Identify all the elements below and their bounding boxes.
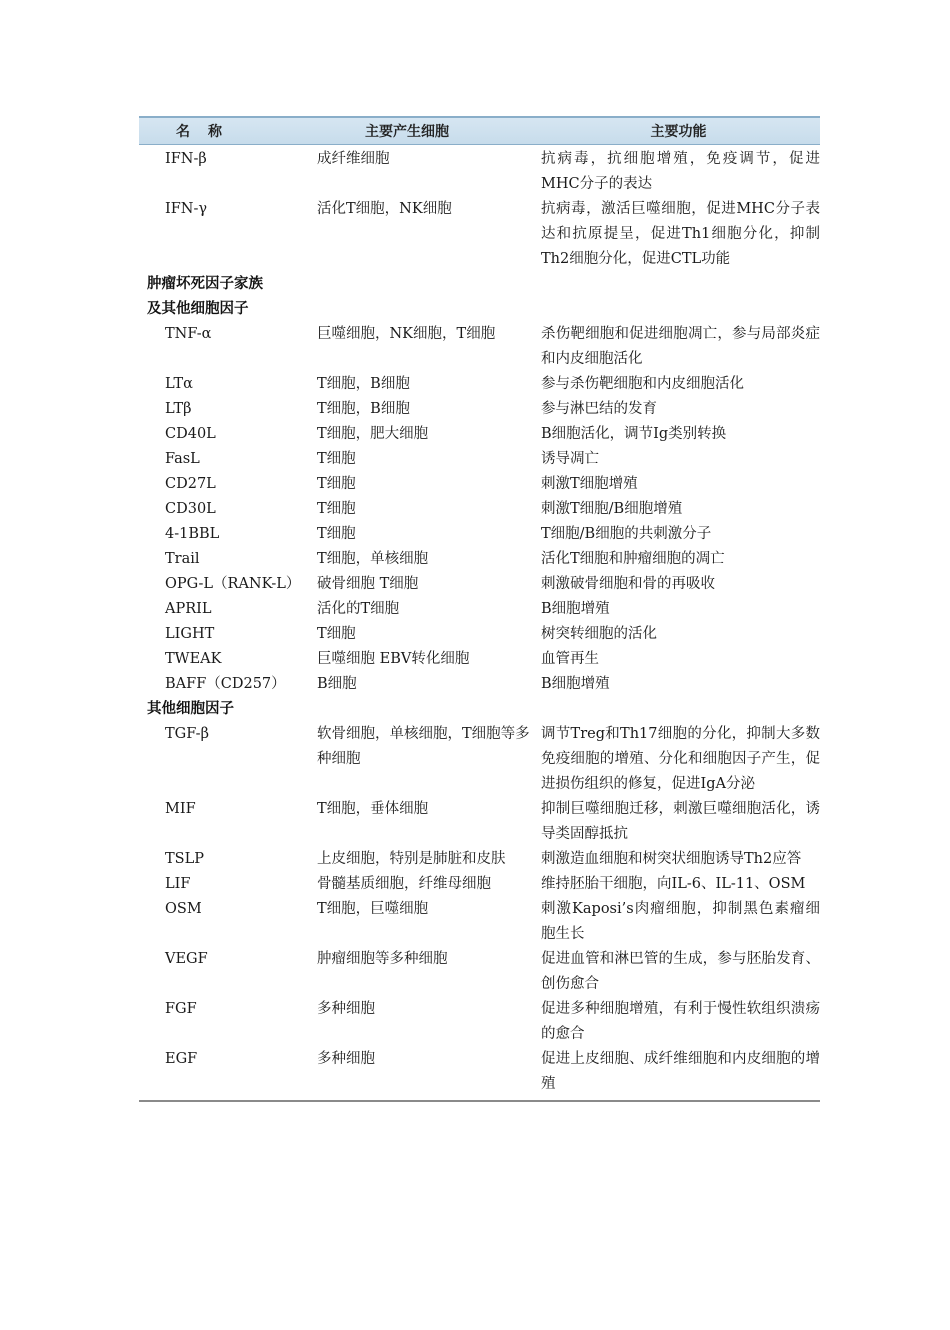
- cytokine-name: LIGHT: [165, 626, 215, 642]
- section-heading-other: 其他细胞因子: [147, 701, 234, 717]
- table-row: [139, 622, 820, 647]
- main-function: 刺激破骨细胞和骨的再吸收: [541, 576, 715, 592]
- table-row: [139, 872, 820, 897]
- header-name: 名称: [176, 124, 240, 140]
- main-function: 刺激Kaposi’s肉瘤细胞，抑制黑色素瘤细胞生长: [541, 901, 820, 942]
- table-row: [139, 572, 820, 597]
- producing-cells: T细胞，单核细胞: [317, 551, 429, 567]
- table-row: [139, 372, 820, 397]
- cytokine-name: FGF: [165, 1001, 197, 1017]
- table-row: [139, 847, 820, 872]
- producing-cells: T细胞，垂体细胞: [317, 801, 429, 817]
- section-heading-tnf-line2: 及其他细胞因子: [147, 301, 249, 317]
- main-function: 树突转细胞的活化: [541, 626, 657, 642]
- table-row: [139, 447, 820, 472]
- cytokine-name: OSM: [165, 901, 202, 917]
- main-function: 诱导凋亡: [541, 451, 599, 467]
- table-body: [139, 145, 820, 1097]
- cytokine-name: CD27L: [165, 476, 216, 492]
- cytokine-name: FasL: [165, 451, 200, 467]
- main-function: 活化T细胞和肿瘤细胞的凋亡: [541, 551, 725, 567]
- cytokine-name: EGF: [165, 1051, 198, 1067]
- main-function: 刺激T细胞/B细胞增殖: [541, 501, 683, 517]
- main-function: 参与淋巴结的发育: [541, 401, 657, 417]
- producing-cells: 肿瘤细胞等多种细胞: [317, 951, 448, 967]
- producing-cells: T细胞，巨噬细胞: [317, 901, 429, 917]
- producing-cells: 破骨细胞 T细胞: [317, 576, 419, 592]
- section-heading-tnf: [139, 272, 820, 322]
- main-function: 抗病毒，抗细胞增殖，免疫调节，促进MHC分子的表达: [541, 151, 820, 192]
- main-function: 抗病毒，激活巨噬细胞，促进MHC分子表达和抗原提呈，促进Th1细胞分化，抑制Th2细胞分化，促进CTL功能: [541, 201, 820, 267]
- main-function: 参与杀伤靶细胞和内皮细胞活化: [541, 376, 744, 392]
- cytokine-name: LTα: [165, 376, 193, 392]
- cytokine-table: [139, 116, 820, 1102]
- producing-cells: 成纤维细胞: [317, 151, 390, 167]
- table-bottom-rule: [139, 1100, 820, 1102]
- cytokine-name: TWEAK: [165, 651, 222, 667]
- main-function: 促进上皮细胞、成纤维细胞和内皮细胞的增殖: [541, 1051, 820, 1092]
- cytokine-name: APRIL: [165, 601, 212, 617]
- main-function: 抑制巨噬细胞迁移，刺激巨噬细胞活化，诱导类固醇抵抗: [541, 801, 820, 842]
- group-other-cytokines: [139, 722, 820, 1097]
- table-row: [139, 997, 820, 1047]
- main-function: B细胞活化，调节Ig类别转换: [541, 426, 727, 442]
- group-interferons: [139, 147, 820, 272]
- table-row: [139, 1047, 820, 1097]
- producing-cells: 巨噬细胞 EBV转化细胞: [317, 651, 470, 667]
- main-function: B细胞增殖: [541, 676, 610, 692]
- main-function: T细胞/B细胞的共刺激分子: [541, 526, 712, 542]
- producing-cells: T细胞: [317, 526, 356, 542]
- producing-cells: 骨髓基质细胞，纤维母细胞: [317, 876, 491, 892]
- producing-cells: 上皮细胞，特别是肺脏和皮肤: [317, 851, 506, 867]
- table-row: [139, 947, 820, 997]
- producing-cells: B细胞: [317, 676, 357, 692]
- table-header: [139, 116, 820, 145]
- header-function: 主要功能: [650, 124, 707, 140]
- table-row: [139, 647, 820, 672]
- producing-cells: 巨噬细胞，NK细胞，T细胞: [317, 326, 496, 342]
- table-row: [139, 897, 820, 947]
- table-row: [139, 147, 820, 197]
- group-tnf-family: [139, 322, 820, 697]
- main-function: 杀伤靶细胞和促进细胞凋亡，参与局部炎症和内皮细胞活化: [541, 326, 820, 367]
- table-row: [139, 322, 820, 372]
- table-row: [139, 422, 820, 447]
- table-row: [139, 547, 820, 572]
- cytokine-name: TNF-α: [165, 326, 212, 342]
- cytokine-name: IFN-β: [165, 151, 207, 167]
- producing-cells: T细胞: [317, 501, 356, 517]
- cytokine-name: LIF: [165, 876, 191, 892]
- cytokine-name: OPG-L（RANK-L）: [165, 576, 301, 592]
- producing-cells: 多种细胞: [317, 1001, 375, 1017]
- main-function: 促进多种细胞增殖，有利于慢性软组织溃疡的愈合: [541, 1001, 820, 1042]
- producing-cells: T细胞: [317, 451, 356, 467]
- table-row: [139, 797, 820, 847]
- section-heading-tnf-line1: 肿瘤坏死因子家族: [147, 276, 263, 292]
- cytokine-name: TSLP: [165, 851, 204, 867]
- main-function: 血管再生: [541, 651, 599, 667]
- table-row: [139, 522, 820, 547]
- producing-cells: T细胞，B细胞: [317, 401, 410, 417]
- producing-cells: T细胞，肥大细胞: [317, 426, 429, 442]
- table-row: [139, 672, 820, 697]
- cytokine-name: CD40L: [165, 426, 216, 442]
- producing-cells: 活化T细胞，NK细胞: [317, 201, 452, 217]
- table-row: [139, 197, 820, 272]
- producing-cells: T细胞，B细胞: [317, 376, 410, 392]
- producing-cells: 软骨细胞，单核细胞，T细胞等多种细胞: [317, 726, 530, 767]
- cytokine-name: VEGF: [165, 951, 208, 967]
- table-row: [139, 497, 820, 522]
- main-function: 促进血管和淋巴管的生成，参与胚胎发育、创伤愈合: [541, 951, 820, 992]
- main-function: 刺激T细胞增殖: [541, 476, 638, 492]
- cytokine-name: TGF-β: [165, 726, 209, 742]
- cytokine-name: IFN-γ: [165, 201, 208, 217]
- table-row: [139, 397, 820, 422]
- cytokine-name: 4-1BBL: [165, 526, 220, 542]
- producing-cells: T细胞: [317, 476, 356, 492]
- cytokine-name: CD30L: [165, 501, 216, 517]
- table-row: [139, 472, 820, 497]
- table-row: [139, 597, 820, 622]
- producing-cells: 多种细胞: [317, 1051, 375, 1067]
- main-function: 维持胚胎干细胞，向IL-6、IL-11、OSM: [541, 876, 806, 892]
- cytokine-name: MIF: [165, 801, 196, 817]
- cytokine-name: LTβ: [165, 401, 192, 417]
- producing-cells: 活化的T细胞: [317, 601, 400, 617]
- cytokine-name: Trail: [165, 551, 200, 567]
- header-cells: 主要产生细胞: [365, 124, 449, 140]
- main-function: 刺激造血细胞和树突状细胞诱导Th2应答: [541, 851, 802, 867]
- producing-cells: T细胞: [317, 626, 356, 642]
- table-row: [139, 722, 820, 797]
- main-function: 调节Treg和Th17细胞的分化，抑制大多数免疫细胞的增殖、分化和细胞因子产生，促进损伤组织的修复，促进IgA分泌: [541, 726, 820, 792]
- main-function: B细胞增殖: [541, 601, 610, 617]
- cytokine-name: BAFF（CD257）: [165, 676, 286, 692]
